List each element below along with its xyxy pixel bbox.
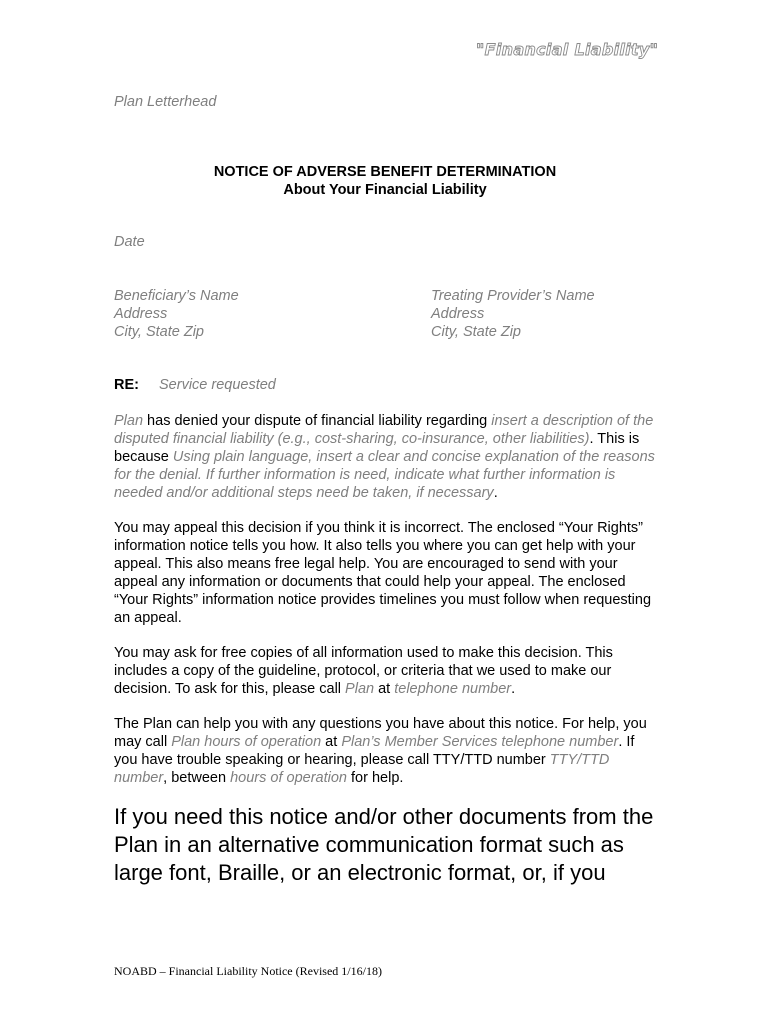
- provider-name: Treating Provider’s Name: [431, 288, 595, 304]
- p4-member-phone: Plan’s Member Services telephone number: [341, 734, 619, 750]
- notice-title: [114, 163, 656, 199]
- notice-title-line1: NOTICE OF ADVERSE BENEFIT DETERMINATION: [213, 164, 557, 180]
- date-placeholder: Date: [114, 234, 145, 250]
- beneficiary-city: City, State Zip: [114, 324, 204, 340]
- p3-text1: You may ask for free copies of all information used to make this decision. This includes a copy of the guideline, protocol, or criteria that we used to make our decision. To ask for this, please call: [114, 645, 613, 697]
- p4-text2: at: [321, 734, 342, 750]
- appeal-paragraph: You may appeal this decision if you think it is incorrect. The enclosed “Your Rights” information notice tells you how. It also tells you where you can get help with your appeal. This also means free legal help. You are encouraged to send with your appeal any information or documents that could help your appeal. The enclosed “Your Rights” information notice provides timelines you must follow when requesting an appeal.: [114, 520, 652, 626]
- large-print-notice: If you need this notice and/or other documents from the Plan in an alternative communication format such as large font, Braille, or an electronic format, or, if you: [114, 804, 654, 885]
- p4-tty: TTY/TTD number: [114, 752, 610, 786]
- beneficiary-name: Beneficiary’s Name: [114, 288, 239, 304]
- re-line: [114, 377, 276, 393]
- watermark-title: "Financial Liability": [476, 40, 659, 59]
- page-footer: NOABD – Financial Liability Notice (Revised 1/16/18): [114, 964, 382, 978]
- p1-description: insert a description of the disputed financial liability (e.g., cost-sharing, co-insurance, other liabilities): [114, 413, 654, 447]
- p3-text2: at: [374, 681, 395, 697]
- p1-plan: Plan: [114, 413, 144, 429]
- plan-letterhead: Plan Letterhead: [114, 94, 217, 110]
- p4-hours: Plan hours of operation: [171, 734, 322, 750]
- re-value: Service requested: [159, 377, 276, 393]
- provider-city: City, State Zip: [431, 324, 521, 340]
- p1-text2: . This is because: [114, 431, 640, 465]
- beneficiary-address: Address: [114, 306, 168, 322]
- help-paragraph: [114, 715, 659, 787]
- p3-phone: telephone number: [394, 681, 512, 697]
- p3-text3: .: [511, 681, 516, 697]
- p4-hours2: hours of operation: [230, 770, 347, 786]
- free-copies-paragraph: [114, 644, 659, 698]
- p3-plan: Plan: [345, 681, 375, 697]
- p1-reasons: Using plain language, insert a clear and concise explanation of the reasons for the denial. If further information is need, indicate what further information is needed and/or additional steps need be taken, if necessary: [114, 449, 655, 501]
- provider-address: Address: [431, 306, 485, 322]
- notice-title-line2: About Your Financial Liability: [283, 182, 487, 198]
- p4-text5: for help.: [346, 770, 404, 786]
- re-label: RE:: [114, 377, 139, 393]
- p4-text4: , between: [163, 770, 231, 786]
- p1-text3: .: [493, 485, 498, 501]
- p1-text1: has denied your dispute of financial liability regarding: [143, 413, 492, 429]
- denial-paragraph: [114, 412, 659, 502]
- provider-address-block: [431, 287, 595, 341]
- beneficiary-address-block: [114, 287, 239, 341]
- p4-text3: . If you have trouble speaking or hearing, please call TTY/TTD number: [114, 734, 635, 768]
- p4-text1: The Plan can help you with any questions you have about this notice. For help, you may call: [114, 716, 647, 750]
